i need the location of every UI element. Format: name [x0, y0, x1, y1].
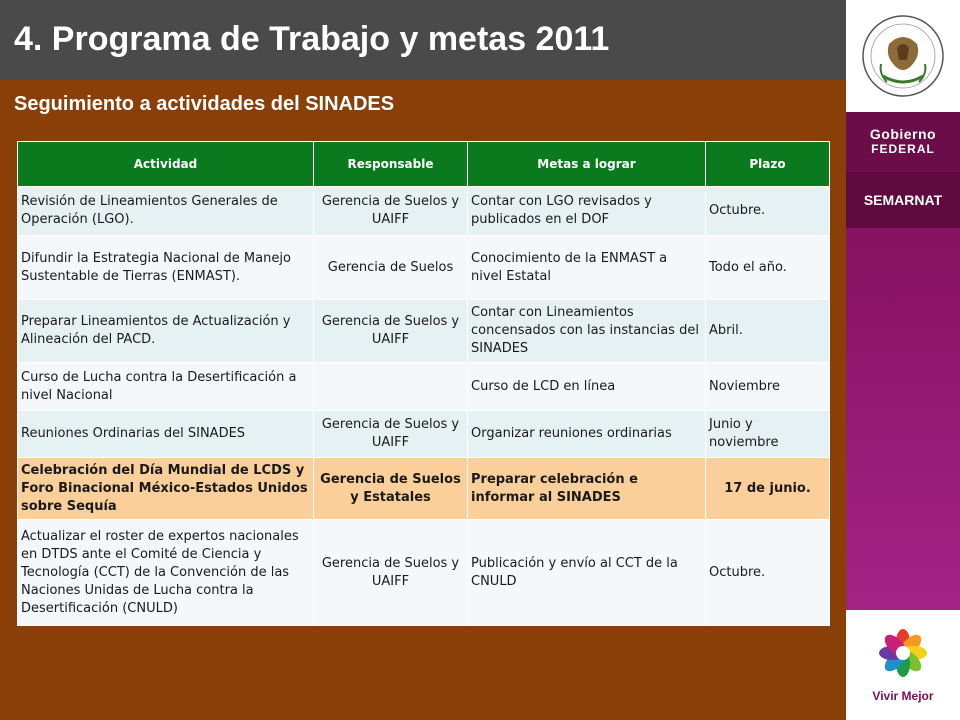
header-actividad: Actividad [18, 142, 314, 187]
right-sidebar [846, 0, 960, 720]
cell-metas: Curso de LCD en línea [468, 363, 706, 411]
cell-actividad: Curso de Lucha contra la Desertificación a nivel Nacional [18, 363, 314, 411]
seal-panel [846, 0, 960, 112]
semarnat-logo: SEMARNAT [846, 172, 960, 228]
cell-actividad: Preparar Lineamientos de Actualización y Alineación del PACD. [18, 300, 314, 363]
cell-plazo: Abril. [706, 300, 830, 363]
slide-title: 4. Programa de Trabajo y metas 2011 [14, 20, 610, 58]
mexico-seal-icon [859, 4, 947, 108]
table-header-row [18, 142, 830, 187]
cell-plazo: Todo el año. [706, 236, 830, 300]
cell-actividad: Revisión de Lineamientos Generales de Operación (LGO). [18, 187, 314, 236]
cell-actividad: Reuniones Ordinarias del SINADES [18, 411, 314, 458]
cell-metas: Organizar reuniones ordinarias [468, 411, 706, 458]
header-plazo: Plazo [706, 142, 830, 187]
table-row [18, 187, 830, 236]
cell-responsable: Gerencia de Suelos y Estatales [314, 458, 468, 520]
cell-responsable: Gerencia de Suelos y UAIFF [314, 411, 468, 458]
gobierno-label: Gobierno [869, 126, 937, 142]
vivir-mejor-flower-icon [878, 626, 928, 682]
federal-label: FEDERAL [871, 142, 935, 156]
vivir-mejor-label: Vivir Mejor [872, 689, 934, 703]
cell-plazo: Noviembre [706, 363, 830, 411]
cell-responsable: Gerencia de Suelos y UAIFF [314, 300, 468, 363]
cell-actividad: Celebración del Día Mundial de LCDS y Foro Binacional México-Estados Unidos sobre Sequía [18, 458, 314, 520]
title-bar [0, 0, 846, 80]
cell-metas: Preparar celebración e informar al SINADES [468, 458, 706, 520]
cell-responsable: Gerencia de Suelos y UAIFF [314, 520, 468, 626]
gobierno-federal-logo [846, 112, 960, 172]
header-responsable: Responsable [314, 142, 468, 187]
cell-actividad: Difundir la Estrategia Nacional de Manejo Sustentable de Tierras (ENMAST). [18, 236, 314, 300]
table-row [18, 520, 830, 626]
cell-metas: Contar con Lineamientos concensados con las instancias del SINADES [468, 300, 706, 363]
activities-table [17, 141, 830, 626]
table-row [18, 411, 830, 458]
cell-responsable: Gerencia de Suelos [314, 236, 468, 300]
table-row [18, 363, 830, 411]
table-row [18, 300, 830, 363]
vivir-mejor-panel [846, 610, 960, 720]
cell-plazo: Octubre. [706, 520, 830, 626]
cell-actividad: Actualizar el roster de expertos nacionales en DTDS ante el Comité de Ciencia y Tecnología (CCT) de la Convención de las Naciones Unidas de Lucha contra la Desertificación (CNULD) [18, 520, 314, 626]
cell-responsable [314, 363, 468, 411]
table-row [18, 236, 830, 300]
cell-plazo: 17 de junio. [706, 458, 830, 520]
cell-metas: Conocimiento de la ENMAST a nivel Estatal [468, 236, 706, 300]
header-metas: Metas a lograr [468, 142, 706, 187]
cell-plazo: Octubre. [706, 187, 830, 236]
cell-metas: Publicación y envío al CCT de la CNULD [468, 520, 706, 626]
cell-metas: Contar con LGO revisados y publicados en el DOF [468, 187, 706, 236]
table-row-highlighted [18, 458, 830, 520]
slide-subtitle: Seguimiento a actividades del SINADES [14, 93, 395, 115]
cell-responsable: Gerencia de Suelos y UAIFF [314, 187, 468, 236]
cell-plazo: Junio y noviembre [706, 411, 830, 458]
